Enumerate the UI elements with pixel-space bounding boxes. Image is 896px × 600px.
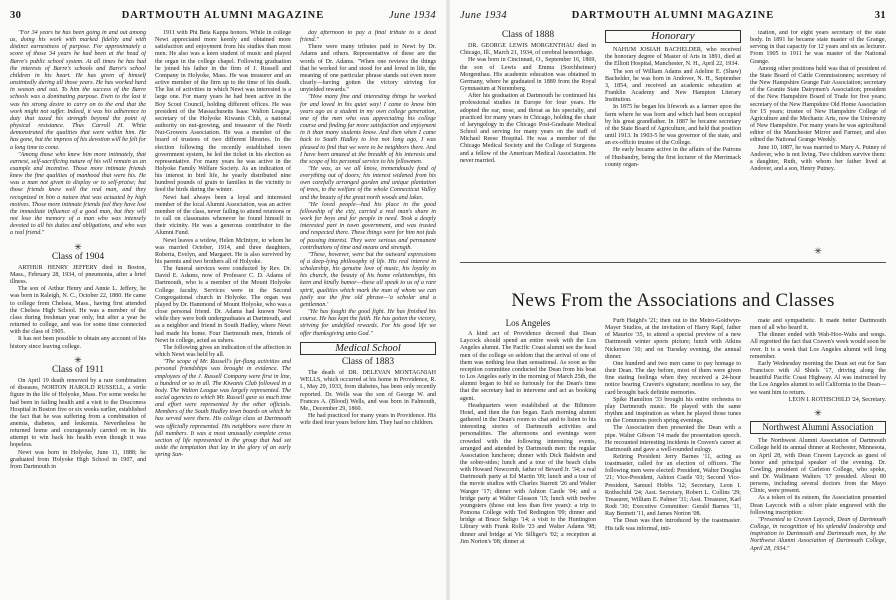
paragraph: The dinner ended with Wah-Hoo-Wahs and songs. All regretted the fact that Craven's week would soon be over. It is a week that Los Angeles alumni will long remember. [750, 332, 886, 360]
paragraph: Spike Hamilton '33 brought his entire orchestra to play Dartmouth music. He played with the same rhythm and inspiration as when he played those tunes on the Commons porch spring evenings. [605, 396, 741, 425]
paragraph: On April 19 death removed by a rare combination of diseases, NORTON HAROLD RUSSELL, a virile figure in the life of Holyoke, Mass. For some weeks he had been in failing health and a visit to the Deaconess Hospital in Boston five or six weeks earlier, established the fact that he was suffering from a combination of anemia, diabetes, and leukemia. Nevertheless he returned home and courageously carried on in his attempt to win back his health even though it was hopeless. [10, 378, 146, 449]
left-column-3 [300, 30, 436, 595]
paragraph: The son of William Adams and Adeline E. (Shaw) Bachelder, he was born in Andover, N. H., September 3, 1854, and received an academic education at Franklin Academy and New Hampton Literary Institution. [605, 68, 741, 104]
ornament-icon: ✳ [814, 407, 822, 418]
paragraph: He had practiced for many years in Providence. His wife died four years before him. They had no children. [300, 412, 436, 427]
paragraph: The Northwest Alumni Association of Dartmouth College held its annual dinner at Rochester, Minnesota, on April 28, with Dean Craven Laycock as guest of honor and principal speaker of the evening. Dr. Cowling, president of Carleton College, who spoke, and Dr. Wallmann Walters '17 presided. About 80 persons, including several doctors from the Mayo Clinic, were present. [750, 438, 886, 495]
paragraph: In 1875 he began his lifework as a farmer upon the farm where he was born and which had been occupied by his great grandfather. In 1887 he became secretary of the State Board of Agriculture, and held that position until 1913. In 1903-5 he was governor of the state, and an ex-officio trustee of the College. [605, 104, 741, 147]
quote-paragraph: "How many fine and interesting things he worked for and loved in his quiet way! I came to know him years ago as a student in my own college generation, one of the men who was appreciating his college course and finding far more satisfaction and enjoyment in it than many students know. And then when I came back to South Hadley to live not long ago, I was pleased to find that we were to be neighbors there. And I have been amazed at the breadth of his interests and the scope of his personal service to his fellowmen. [300, 94, 436, 165]
section-box-medical-school: Medical School [300, 342, 436, 355]
quote-paragraph: day afternoon to pay a final tribute to a dead friend." [300, 30, 436, 44]
right-running-head [460, 10, 886, 26]
paragraph: The son of Arthur Henry and Annie L. Jeffery, he was born in Raleigh, N. C., October 22, 1880. He came to college from Chelsea, Mass., having first attended the Chelsea High School. He was a member of the class during freshman year only, but after a year he returned to college, and was for some time connected with the class of 1905. [10, 286, 146, 336]
news-column-2 [605, 318, 741, 596]
paragraph: The death of DR. DELEVAN MONTAGNIAH WELLS, which occurred at his home in Providence, R. I., May 29, 1933, from diabetes, has been only recently reported. Dr. Wells was the son of George W. and Frances A. (Blood) Wells, and was born in Falmouth, Me., December 29, 1860. [300, 370, 436, 412]
quote-paragraph: "He loved people—had his place in the good fellowship of the city, carried a real man's share in work for boys and for people in need. Took a deeply interested part in town government, and was trusted and respected there. These things were for him not fads of passing interest. They were serious and permanent contributions of time and means and strength. [300, 201, 436, 251]
paragraph: Newt leaves a widow, Helen McIntyre, to whom he was married October, 1914, and three daughters, Roberta, Evelyn, and Margaret. He is also survived by his parents and two brothers all of Holyoke. [155, 237, 291, 265]
paragraph: 1911 with Phi Beta Kappa honors. While in college Newt appreciated more keenly and obtained more satisfaction and enjoyment from his studies than most men. He also was a keen student of music and played the organ in the college chapel. Following graduation he joined his father in the firm of J. Russell and Company in Holyoke, Mass. He was treasurer and an active member of the firm up to the time of his death. The list of activities in which Newt was interested is a large one. For many years he had been active in the Boy Scout Council, holding different offices. He was president of the Massachusetts Isaac Walton League, secretary of the Holyoke Kiwanis Club, a national authority on nut-growing, and treasurer of the North Nut-Growers Association. He was a member of the board of trustees of two different libraries. In the election following the recently established town government system, he led the ticket in his election as representative. For many years he was active in the Holyoke Family Welfare Society. As an indication of his interest in bird life, he yearly distributed nine hundred pounds of grain to families in the vicinity to feed the birds during the winter. [155, 30, 291, 194]
issue-date: June 1934 [460, 10, 508, 21]
class-heading: Class of 1888 [501, 30, 555, 40]
quote-paragraph: "He was, as we all know, tremendously fond of everything out of doors; his interest widened from his own carefully arranged garden and unique plantation of trees, to the welfare of the whole Connecticut Valley and the beauty of the great north woods and lakes. [300, 165, 436, 201]
ornament-icon: ✳ [74, 354, 82, 365]
paragraph: The following gives an indication of the affection in which Newt was held by all. [155, 344, 291, 359]
paragraph: ization, and for eight years secretary of the state body. In 1891 he became state master of the Grange, serving in that capacity for 12 years and six as lecturer. From 1905 to 1911 he was master of the National Grange. [750, 30, 886, 65]
paragraph: Headquarters were established at the Biltmore Hotel, and then the fun began. Each morning alumni gathered in the Dean's room to chat and to listen to his interesting stories of Dartmouth activities and personalities. The afternoons and evenings were crowded with the following interesting events, arranged and attended by Dartmouth men: the regular Association luncheon; dinner with Dick Baldwin and the sober-sides; lunch and a tour of the beach clubs with Howard Newcomb, father of Bevard Jr. '34; a real Dartmouth party at Ed Martin '09; lunch and a tour of the movie studios with Charles Starrett '26 and Walter Wanger '17; dinner with Ashton Castle '04; and a bridge party at Walter Gleason '15; lunch with twelve youngsters (those out less than five years): a trip to Pomona College with Ted Redington '09; dinner and bridge at Bruce Seligo '14; a visit to the Huntington Library with Frank Rolfe '23 and Walter Adams '98; dinner and bridge at Vic Silliger's '02; a reception at Jim Norton's '08; dinner at [460, 402, 596, 545]
paragraph: The Association then presented the Dean with a pipe. Walter Gibson '14 made the presentation speech. He recounted interesting incidents in Craven's career at Dartmouth and gave a well-rounded eulogy. [605, 425, 741, 453]
paragraph: After his graduation at Dartmouth he continued his professional studies in Europe for four years. He adopted the ear, nose, and throat as his specialty, and practiced for many years in Chicago, holding the chair of laryngology in the Chicago Post-Graduate Medical School and serving for many years on the staff of Michael Reese Hospital. He was a member of the Chicago Medical Society and the College of Surgeons and a fellow of the American Medical Association. He never married. [460, 93, 596, 164]
obituary-quote: "For 34 years he has been going in and out among us, doing his work with marked fidelity and with distinct earnestness of purpose. For approximately a score of those 34 years he had been at the head of Barre's public school system. At all times he has had the interests of Barre's schools and Barre's school children in his heart. He has given of himself unstintedly during all those years. He has worked hard in season and out. To him the success of the Barre schools was a dominating purpose. Even to the last it was his strong desire to carry on to the end that the work might not suffer. Indeed, it was his adherence to duty that taxed his strength beyond the point of physical resistance. Thus Carroll H. White demonstrated the qualities that were within him. He has gone, but the impress of his devotion will be felt for a long time to come. [10, 30, 146, 151]
right-page [450, 0, 896, 600]
quote-paragraph: "The scope of Mr. Russell's far-flung activities and personal friendships was brought in evidence. The employees of the J. Russell Company were first in line, a hundred or so in all. The Kiwanis Club followed in a body. The Walton League was largely represented. The social agencies to which Mr. Russell gave so much time and effort were represented by the other officials. Members of the South Hadley town boards on which he has served were there. His college class at Dartmouth was officially represented. His neighbors were there in full numbers. It was a most unusually complete cross section of life represented in the group that had set aside the temptation that lay in the glory of an early spring Sun- [155, 359, 291, 459]
section-box-honorary: Honorary [605, 30, 741, 43]
class-heading: Class of 1904 [51, 251, 105, 262]
ornament-icon: ✳ [814, 246, 822, 256]
paragraph: DR. GEORGE LEWIS MORGENTHAU died in Chicago, Ill., March 21, 1934, of cerebral hemorrhage. [460, 43, 596, 57]
magazine-title: DARTMOUTH ALUMNI MAGAZINE [121, 10, 325, 21]
paragraph: Early Wednesday morning the Dean set out for San Francisco with Al Shiels '17, driving along the beautiful Pacific Coast Highway. Al was instructed by the Los Angeles alumni to sell California to the Dean—we want him to return. [750, 360, 886, 396]
paragraph: As a token of its esteem, the Association presented Dean Laycock with a silver plate engraved with the following inscription: [750, 495, 886, 516]
paragraph: Among other positions held was that of president of the State Board of Cattle Commissioners; secretary of the New Hampshire Grange Fair Association; secretary of the Granite State Dairymen's Association; president of the New Hampshire Board of Trade for five years; secretary of the New Hampshire Old Home Association for 15 years; trustee of New Hampshire College of Agriculture and the Mechanic Arts, now the University of New Hampshire. For many years he was agricultural editor of the Manchester Mirror and Farmer, and also edited the National Grange Weekly. [750, 65, 886, 144]
obituary-quote: "Among those who knew him more intimately, that earnest, self-sacrificing nature of his will remain as an example and incentive. Those more intimate friends knew the fine qualities of manhood that were his. He was a man not given to display or to self-praise; but those friends knew well the real man, and they recognized in him a nature that was actuated by high motives. Those more intimate friends feel they have lost the immediate influence of a good man, but they will not lose the memory of a man who was intensely devoted to all his duties and obligations, and who was a real friend." [10, 151, 146, 237]
magazine-title: DARTMOUTH ALUMNI MAGAZINE [571, 10, 775, 21]
left-page [0, 0, 446, 600]
news-column-3 [750, 318, 886, 596]
quote-paragraph: "He has fought the good fight. He has finished his course. He has kept the faith. He has gotten the victory, striving for undefiled rewards. For his good life we offer thanksgiving unto God." [300, 309, 436, 337]
paragraph: NAHUM JOSIAH BACHELDER, who received the honorary degree of Master of Arts in 1891, died at the Elliott Hospital, Manchester, N. H., April 22, 1934. [605, 47, 741, 68]
association-heading-boxed: Northwest Alumni Association [750, 421, 886, 434]
divider [460, 262, 886, 263]
page-number: 31 [874, 10, 886, 21]
paragraph: A kind act of Providence decreed that Dean Laycock should spend an entire week with the Los Angeles alumni. The Pacific Coast alumni see the head men of the college so seldom that the arrival of one of them was nothing less than sensational. As soon as the reception committee conducted the Dean from his boat to Los Angeles early in the morning of March 25th, the alumni began to bid so furiously for the Dean's time that the secretary had to intervene and act as booking agent. [460, 331, 596, 402]
signature-line: LEON I. ROTHSCHILD '24, Secretary. [788, 396, 886, 403]
paragraph: He was born in Cincinnati, O., September 16, 1869, the son of Lewis and Emma (Sorchheimer) Morgenthau. His academic education was obtained in Germany, where he graduated in 1889 from the Royal Gymnasium at Nuremberg. [460, 57, 596, 93]
paragraph: One hundred and two men came to pay homage to their Dean. The day before, most of them were given fine stating feelings when they received a 24-hour notice bearing Craven's signature; needless to say, the card brought back definite memories. [605, 360, 741, 396]
inscription-quote: "Presented to Craven Laycock, Dean of Dartmouth College, in recognition of his splendid leadership and inspiration to Dartmouth and Dartmouth men, by the Northwest Alumni Association of Dartmouth College, April 28, 1934." [750, 516, 886, 552]
class-heading: Class of 1911 [52, 364, 104, 375]
paragraph: It has not been possible to obtain any account of his history since leaving college. [10, 336, 146, 350]
issue-date: June 1934 [388, 10, 436, 21]
paragraph: June 10, 1887, he was married to Mary A. Putney of Andover, who is not living. Two children survive them: a daughter, Ruth, with whom her father lived at Andover, and a son, Henry Putney. [750, 144, 886, 172]
paragraph: Retiring President Jerry Barnes '11, acting as toastmaster, called for an election of officers. The following men were elected: President, Walter Douglas '21; Vice-President, Ashton Castle '03; Second Vice-President, Samuel Hobbs '12; Secretary, Leon I. Rothschild '24; Asst. Secretary, Robert L. Collins '29; Treasurer, William E. Palmer '31; Asst. Treasurer, Karl Rodi '30; Executive Committee: Gerald Barnes '11, Ray Bennett '11, and James Norton '08. [605, 453, 741, 518]
news-section-title: News From the Associations and Classes [511, 290, 835, 311]
paragraph: Newt was born in Holyoke, June 11, 1888; he graduated from Holyoke High School in 1907, and from Dartmouth in [10, 449, 146, 470]
paragraph: ARTHUR HENRY JEFFERY died in Boston, Mass., February 28, 1934, of pneumonia, after a brief illness. [10, 264, 146, 286]
left-running-head [10, 10, 436, 26]
paragraph: mate and sympathetic. It made better Dartmouth men of all who heard it. [750, 318, 886, 332]
news-column-1 [460, 318, 596, 596]
paragraph: The funeral services were conducted by Rev. Dr. David E. Adams, now of Professor C. D. Adams of Dartmouth, who is a member of the Mount Holyoke College faculty. Services were in the Second Congregational church in Holyoke. The organ was played by Dr. Hammond of Mount Holyoke, who was a close personal friend. Dr. Adams had known Newt while they were both undergraduates at Dartmouth, and as a neighbor and friend in South Hadley, where Newt had made his home. Four Dartmouth men, friends of Newt in college, acted as ushers. [155, 266, 291, 344]
quote-paragraph: "These, however, were but the outward expressions of a deep-lying philosophy of life. His real interest in scholarship, his genuine love of music, his loyalty to his church, the beauty of his home relationships, his keen and kindly humor—these all speak to us of a rare spirit, qualities which mark the man of whom we can justly use the fine old phrase—'a scholar and a gentleman.' [300, 251, 436, 308]
left-column-2 [155, 30, 291, 595]
right-column-3 [750, 30, 886, 240]
association-heading: Los Angeles [505, 318, 551, 328]
class-heading: Class of 1883 [341, 356, 395, 367]
paragraph: Newt had always been a loyal and interested member of the local Alumni Association, was an active member of the class, never failing to attend reunions or to call on classmates whenever he found himself in their vicinity. He was a generous contributor to the Alumni Fund. [155, 194, 291, 237]
paragraph: The Dean was then introduced by the toastmaster. His talk was informal, inti- [605, 518, 741, 532]
paragraph: Furb Haight's '21; then out to the Metro-Goldwyn-Mayer Studios, at the invitation of Harry Rapf, father of Maurice '35, to attend a special preview of a new Dartmouth winter sports picture; lunch with Atkins Nickerson '10; and on Tuesday evening, the annual dinner. [605, 318, 741, 360]
right-column-2 [605, 30, 741, 262]
ornament-icon: ✳ [74, 241, 82, 252]
right-column-1 [460, 30, 596, 262]
page-number: 30 [10, 10, 22, 21]
left-column-1 [10, 30, 146, 595]
paragraph: He early became active in the affairs of the Patrons of Husbandry, being the first lecturer of the Merrimack county organ- [605, 147, 741, 168]
paragraph: There were many tributes paid to Newt by Dr. Adams and others. Representative of these are the words of Dr. Adams. "When one reviews the things that he worked for and stood for and loved in life, the meaning of one particular phrase stands out even more clearly—having gotten the victory striving for unyielded rewards." [300, 44, 436, 94]
